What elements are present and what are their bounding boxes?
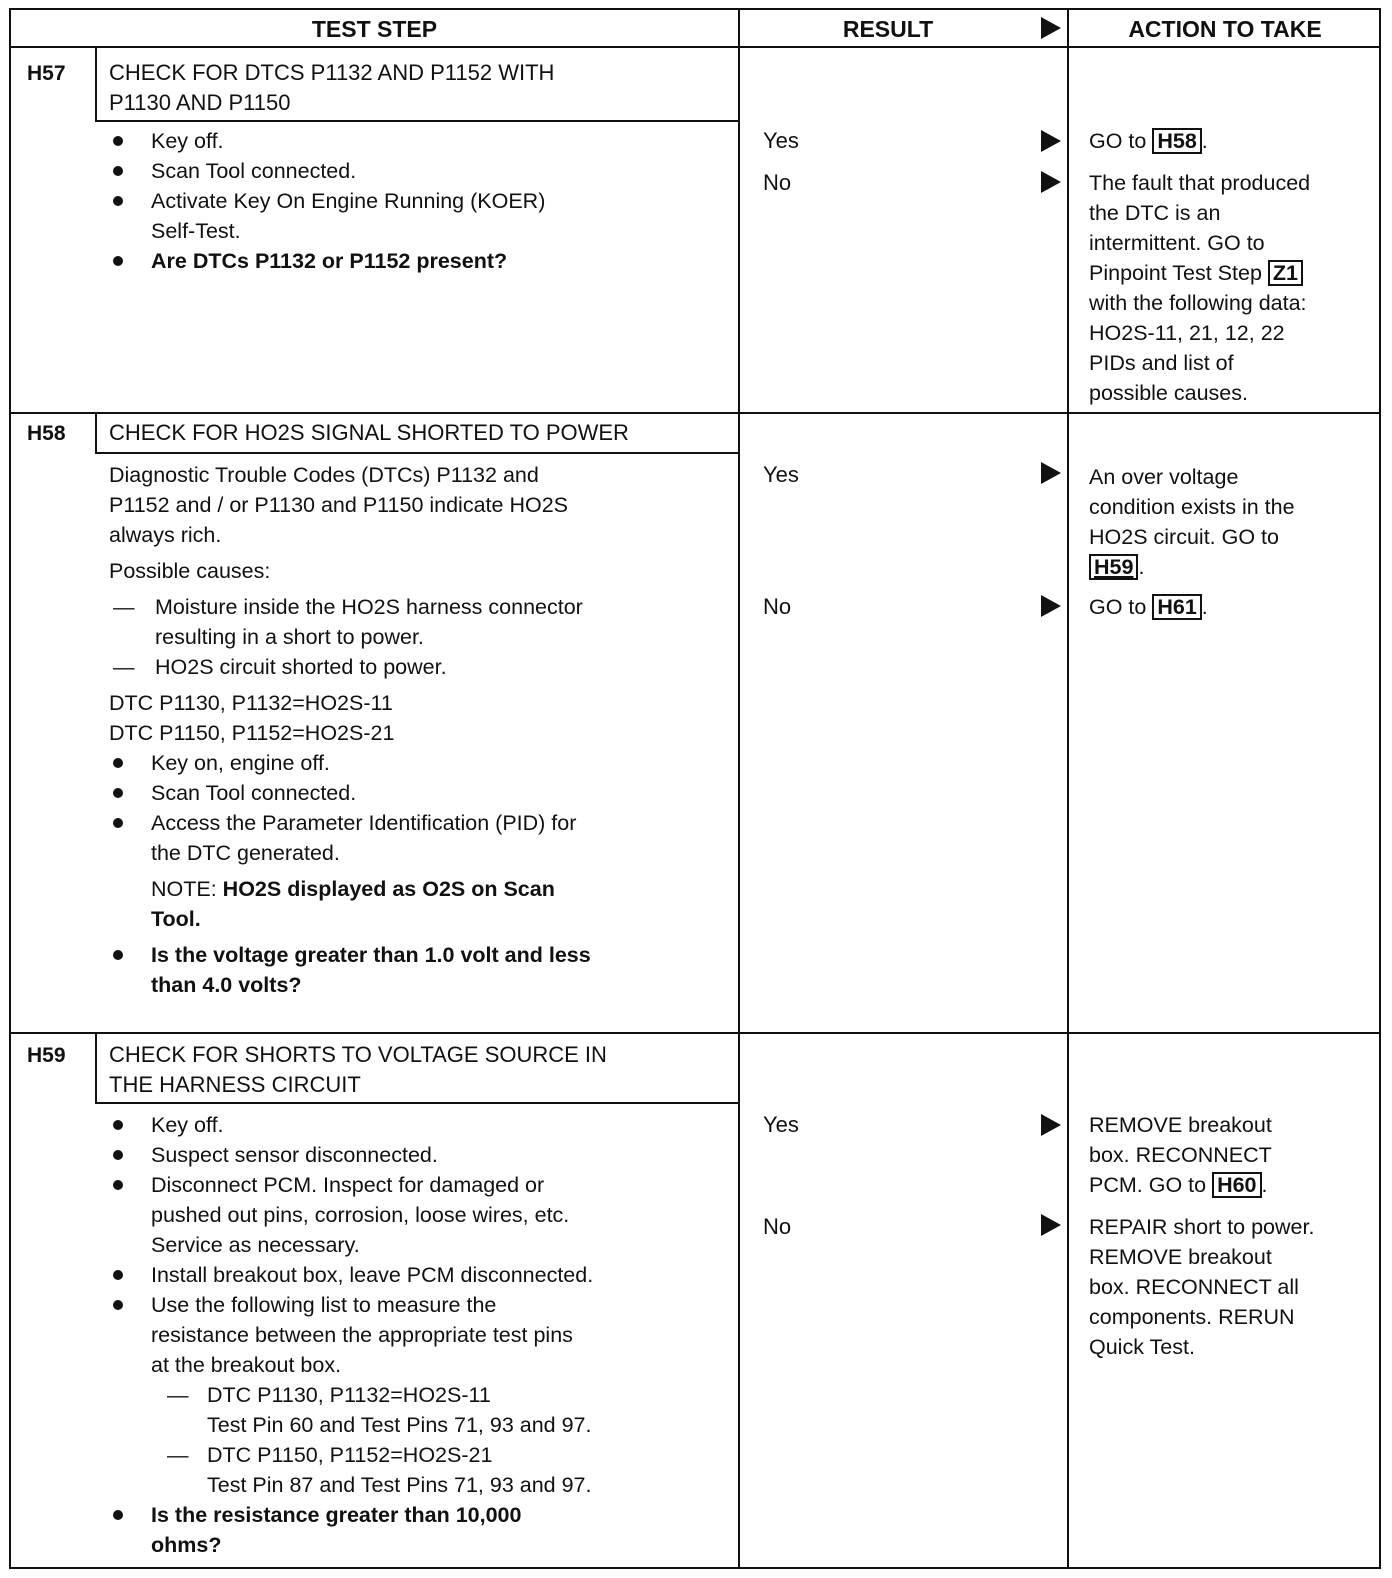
- result-yes: Yes: [763, 128, 799, 153]
- step-ref-link[interactable]: H59: [1089, 554, 1138, 580]
- step-id: H57: [27, 62, 66, 85]
- bullet-icon: [113, 1510, 123, 1520]
- result-yes: Yes: [763, 462, 799, 487]
- note: NOTE: HO2S displayed as O2S on Scan: [151, 877, 555, 901]
- bullet-icon: [113, 950, 123, 960]
- dash-icon: —: [113, 655, 135, 679]
- title-divider: [95, 1102, 738, 1104]
- action-no: REPAIR short to power. REMOVE breakout box. RECONNECT all components. RERUN Quick Test.: [1089, 1215, 1315, 1359]
- step-title: CHECK FOR HO2S SIGNAL SHORTED TO POWER: [109, 420, 629, 445]
- bullet-icon: [113, 818, 123, 828]
- result-no: No: [763, 1214, 792, 1239]
- arrow-icon: [1041, 462, 1061, 484]
- header-test-step: TEST STEP: [311, 16, 438, 42]
- bullet-icon: [113, 1270, 123, 1280]
- step-id-divider: [95, 48, 97, 120]
- step-ref-link[interactable]: H61: [1152, 594, 1201, 620]
- header-action: ACTION TO TAKE: [1128, 16, 1322, 42]
- step-ref-link[interactable]: Z1: [1268, 260, 1303, 286]
- title-divider: [95, 120, 738, 122]
- step-id-divider: [95, 1034, 97, 1104]
- step-ref-link[interactable]: H58: [1152, 128, 1201, 154]
- arrow-icon: [1041, 595, 1061, 617]
- header-divider: [11, 46, 1379, 48]
- arrow-icon: [1041, 130, 1061, 152]
- action-yes: REMOVE breakout box. RECONNECT PCM. GO to H60 .: [1089, 1113, 1272, 1197]
- result-no: No: [763, 170, 792, 195]
- bullet-icon: [113, 1150, 123, 1160]
- step-title: CHECK FOR SHORTS TO VOLTAGE SOURCE IN THE HARNESS CIRCUIT: [109, 1042, 607, 1097]
- bullet-icon: [113, 1180, 123, 1190]
- diagnostic-table: [9, 8, 1381, 1569]
- arrow-icon: [1041, 1214, 1061, 1236]
- arrow-icon: [1041, 171, 1061, 193]
- bullet-icon: [113, 1300, 123, 1310]
- arrow-icon: [1041, 17, 1061, 39]
- step-id-divider: [95, 414, 97, 454]
- bullet-icon: [113, 758, 123, 768]
- step-body: Key off. Scan Tool connected. Activate Key On Engine Running (KOER) Self-Test. Are DTCs P1132 or P1152 present?: [109, 126, 739, 276]
- step-body: Key off. Suspect sensor disconnected. Disconnect PCM. Inspect for damaged or pushed out pins, corrosion, loose wires, etc. Service as necessary. Install breakout box, leave PCM disconnected. Use the following list to measure the resistance between the appropriate test pins at the breakout box. — DTC P1130, P1132=HO2S-11 Test Pin 60 and Test Pins 71, 93 and 97. — DTC P1150, P1152=HO2S-21 Test Pin 87 and Test Pins 71, 93 and 97. Is the resistance greater than 10,000 ohms?: [109, 1110, 739, 1560]
- step-id: H59: [27, 1044, 66, 1067]
- bullet-icon: [113, 1120, 123, 1130]
- arrow-icon: [1041, 1114, 1061, 1136]
- bullet-icon: [113, 166, 123, 176]
- step-id: H58: [27, 422, 66, 445]
- bullet-icon: [113, 196, 123, 206]
- dash-icon: —: [167, 1443, 189, 1467]
- row-divider: [11, 1032, 1379, 1034]
- action-yes: An over voltage condition exists in the HO2S circuit. GO to H59 .: [1089, 465, 1295, 579]
- result-yes: Yes: [763, 1112, 799, 1137]
- step-body: Diagnostic Trouble Codes (DTCs) P1132 and P1152 and / or P1130 and P1150 indicate HO2S always rich. Possible causes: — Moisture inside the HO2S harness connector resulting in a short to power. — HO2S circuit shorted to power. DTC P1130, P1132=HO2S-11 DTC P1150, P1152=HO2S-21 Key on, engine off. Scan Tool connected. Access the Parameter Identification (PID) for the DTC generated. NOTE: HO2S displayed as O2S on Scan Tool. Is the voltage greater than 1.0 volt and less than 4.0 volts?: [109, 460, 739, 1000]
- header-result: RESULT: [842, 16, 934, 42]
- title-divider: [95, 452, 738, 454]
- column-divider-action: [1067, 10, 1069, 1567]
- action-no: GO to H61 .: [1089, 595, 1208, 619]
- action-yes: GO to H58 .: [1089, 129, 1208, 153]
- step-title: CHECK FOR DTCS P1132 AND P1152 WITH P1130 AND P1150: [109, 60, 555, 115]
- bullet-icon: [113, 788, 123, 798]
- dash-icon: —: [113, 595, 135, 619]
- bullet-icon: [113, 136, 123, 146]
- bullet-icon: [113, 256, 123, 266]
- step-ref-link[interactable]: H60: [1212, 1172, 1261, 1198]
- result-no: No: [763, 594, 792, 619]
- action-no: The fault that produced the DTC is an intermittent. GO to Pinpoint Test Step Z1 with the following data: HO2S-11, 21, 12, 22 PIDs and list of possible causes.: [1089, 171, 1311, 405]
- row-divider: [11, 412, 1379, 414]
- dash-icon: —: [167, 1383, 189, 1407]
